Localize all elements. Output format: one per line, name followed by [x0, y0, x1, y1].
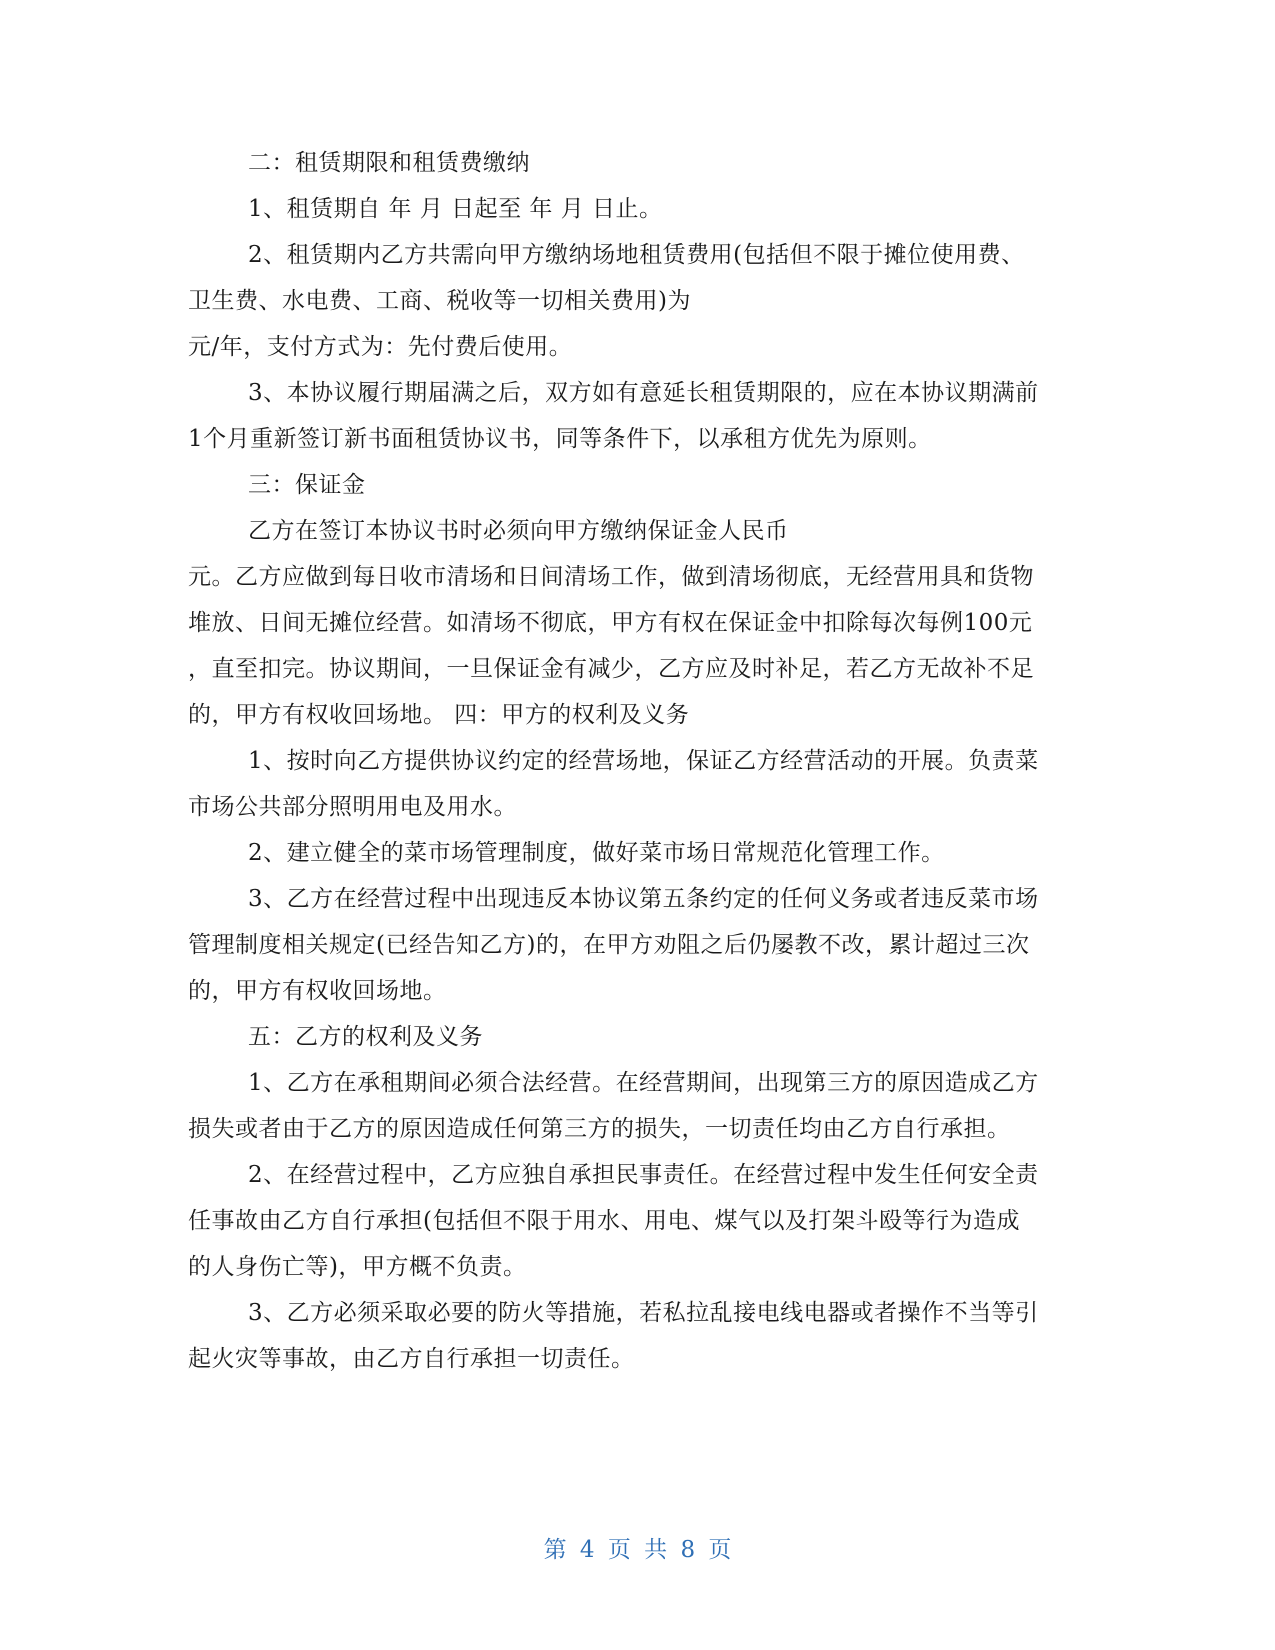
section-heading-party-b-rights: 五：乙方的权利及义务: [248, 1024, 483, 1050]
paragraph-line: 的，甲方有权收回场地。 四：甲方的权利及义务: [188, 702, 690, 728]
paragraph-line: 2、建立健全的菜市场管理制度，做好菜市场日常规范化管理工作。: [248, 840, 945, 866]
paragraph-line: 1、按时向乙方提供协议约定的经营场地，保证乙方经营活动的开展。负责菜: [248, 748, 1039, 774]
paragraph-line: 1、租赁期自 年 月 日起至 年 月 日止。: [248, 196, 663, 222]
paragraph-line: 3、本协议履行期届满之后，双方如有意延长租赁期限的，应在本协议期满前: [248, 380, 1039, 406]
paragraph-line: 元/年，支付方式为：先付费后使用。: [188, 334, 573, 360]
paragraph-line: 3、乙方必须采取必要的防火等措施，若私拉乱接电线电器或者操作不当等引: [248, 1300, 1039, 1326]
paragraph-line: 市场公共部分照明用电及用水。: [188, 794, 517, 820]
paragraph-line: 起火灾等事故，由乙方自行承担一切责任。: [188, 1346, 635, 1372]
paragraph-line: 的人身伤亡等)，甲方概不负责。: [188, 1254, 527, 1280]
paragraph-line: 1、乙方在承租期间必须合法经营。在经营期间，出现第三方的原因造成乙方: [248, 1070, 1039, 1096]
paragraph-line: 的，甲方有权收回场地。: [188, 978, 447, 1004]
section-heading-lease-term: 二：租赁期限和租赁费缴纳: [248, 150, 530, 176]
paragraph-line: 乙方在签订本协议书时必须向甲方缴纳保证金人民币: [248, 518, 789, 544]
paragraph-line: 1个月重新签订新书面租赁协议书，同等条件下，以承租方优先为原则。: [188, 426, 932, 452]
paragraph-line: 2、租赁期内乙方共需向甲方缴纳场地租赁费用(包括但不限于摊位使用费、: [248, 242, 1025, 268]
page-number-footer: 第 4 页 共 8 页: [543, 1537, 732, 1563]
paragraph-line: 堆放、日间无摊位经营。如清场不彻底，甲方有权在保证金中扣除每次每例100元: [188, 610, 1033, 636]
paragraph-line: 管理制度相关规定(已经告知乙方)的，在甲方劝阻之后仍屡教不改，累计超过三次: [188, 932, 1030, 958]
paragraph-line: 卫生费、水电费、工商、税收等一切相关费用)为: [188, 288, 691, 314]
paragraph-line: 3、乙方在经营过程中出现违反本协议第五条约定的任何义务或者违反菜市场: [248, 886, 1039, 912]
paragraph-line: 损失或者由于乙方的原因造成任何第三方的损失，一切责任均由乙方自行承担。: [188, 1116, 1011, 1142]
paragraph-line: 任事故由乙方自行承担(包括但不限于用水、用电、煤气以及打架斗殴等行为造成: [188, 1208, 1020, 1234]
section-heading-deposit: 三：保证金: [248, 472, 366, 498]
paragraph-line: 元。乙方应做到每日收市清场和日间清场工作，做到清场彻底，无经营用具和货物: [188, 564, 1034, 590]
paragraph-line: ，直至扣完。协议期间，一旦保证金有减少，乙方应及时补足，若乙方无故补不足: [188, 656, 1034, 682]
paragraph-line: 2、在经营过程中，乙方应独自承担民事责任。在经营过程中发生任何安全责: [248, 1162, 1039, 1188]
